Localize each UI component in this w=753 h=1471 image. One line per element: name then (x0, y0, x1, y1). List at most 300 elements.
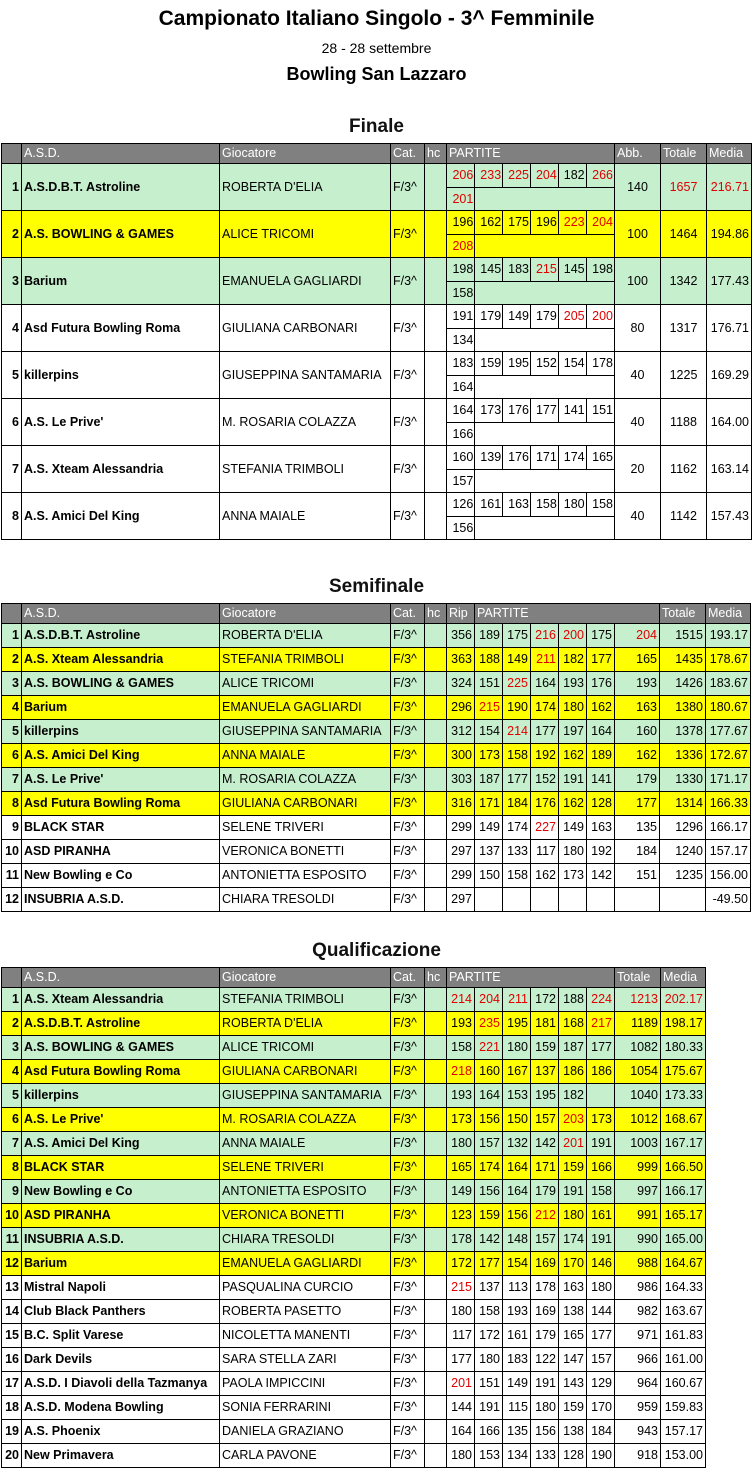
hc-cell (425, 446, 447, 493)
rip-cell: 324 (447, 672, 475, 696)
rank-cell: 5 (2, 352, 22, 399)
player-cell: ROBERTA PASETTO (220, 1300, 391, 1324)
rank-cell: 4 (2, 1060, 22, 1084)
col-cat: Cat. (391, 604, 425, 624)
game-score: 126 (447, 493, 475, 516)
game-score: 158 (475, 1300, 503, 1324)
hc-cell (425, 352, 447, 399)
game-score: 164 (447, 1420, 475, 1444)
table-row (2, 446, 752, 493)
semifinale-table (1, 603, 751, 912)
empty-cell (475, 281, 503, 304)
venue-name: Bowling San Lazzaro (286, 64, 467, 84)
game-score: 266 (592, 168, 613, 183)
game-score: 203 (559, 1108, 587, 1132)
player-cell: EMANUELA GAGLIARDI (220, 1252, 391, 1276)
club-cell: New Bowling e Co (22, 1180, 220, 1204)
game-score: 146 (587, 1252, 615, 1276)
game-score: 123 (447, 1204, 475, 1228)
club-cell: killerpins (22, 352, 220, 399)
game-score: 182 (558, 164, 586, 187)
empty-cell (503, 187, 531, 210)
game-score: 156 (503, 1204, 531, 1228)
game-score: 200 (559, 624, 587, 648)
game-score: 153 (503, 1084, 531, 1108)
game-score (475, 888, 503, 912)
empty-cell (475, 375, 503, 398)
col-asd: A.S.D. (22, 604, 220, 624)
player-cell: SARA STELLA ZARI (220, 1348, 391, 1372)
game-score: 172 (447, 1252, 475, 1276)
hc-cell (425, 1156, 447, 1180)
game-score: 214 (447, 988, 475, 1012)
game-score: 151 (592, 403, 613, 418)
game-score: 160 (475, 1060, 503, 1084)
game-score: 145 (558, 258, 586, 281)
rip-cell: 299 (447, 864, 475, 888)
hc-cell (425, 1084, 447, 1108)
game-score: 117 (447, 1324, 475, 1348)
player-cell: DANIELA GRAZIANO (220, 1420, 391, 1444)
rip-cell: 303 (447, 768, 475, 792)
game-score: 166 (447, 422, 475, 445)
empty-cell (586, 375, 614, 398)
game-score: 163 (587, 816, 615, 840)
game-score: 179 (615, 768, 660, 792)
rank-cell: 4 (2, 696, 22, 720)
game-score: 174 (503, 816, 531, 840)
player-cell: PAOLA IMPICCINI (220, 1372, 391, 1396)
game-score: 235 (475, 1012, 503, 1036)
game-score: 180 (558, 493, 586, 516)
game-score: 169 (531, 1300, 559, 1324)
table-row (2, 211, 752, 258)
empty-cell (530, 187, 558, 210)
game-score: 128 (587, 792, 615, 816)
game-score: 153 (475, 1444, 503, 1468)
game-score: 149 (559, 816, 587, 840)
player-cell: ROBERTA D'ELIA (220, 624, 391, 648)
rank-cell: 12 (2, 1252, 22, 1276)
rank-cell: 11 (2, 864, 22, 888)
table-row (2, 1324, 706, 1348)
rank-cell: 1 (2, 624, 22, 648)
abb-cell: 20 (615, 446, 661, 493)
media-cell: 157.43 (707, 493, 752, 540)
game-score: 193 (503, 1300, 531, 1324)
game-score: 216 (531, 624, 559, 648)
empty-cell (503, 328, 531, 351)
game-score: 165 (447, 1156, 475, 1180)
table-row (2, 720, 751, 744)
hc-cell (425, 1252, 447, 1276)
game-score: 191 (559, 1180, 587, 1204)
hc-cell (425, 864, 447, 888)
total-cell: 1342 (661, 258, 707, 305)
empty-cell (586, 469, 614, 492)
empty-cell (503, 469, 531, 492)
player-cell: ANTONIETTA ESPOSITO (220, 864, 391, 888)
category-cell: F/3^ (391, 258, 425, 305)
game-score (615, 888, 660, 912)
game-score: 156 (475, 1108, 503, 1132)
rank-cell: 20 (2, 1444, 22, 1468)
game-score: 223 (558, 211, 586, 234)
table-row (2, 624, 751, 648)
game-score: 217 (587, 1012, 615, 1036)
rip-cell: 296 (447, 696, 475, 720)
semifinale-title: Semifinale (328, 576, 425, 597)
col-asd: A.S.D. (22, 968, 220, 988)
game-score: 190 (503, 696, 531, 720)
media-cell: 176.71 (707, 305, 752, 352)
game-score: 166 (587, 1156, 615, 1180)
total-cell: 1435 (660, 648, 706, 672)
game-score: 178 (592, 356, 613, 371)
col-giocatore: Giocatore (220, 604, 391, 624)
hc-cell (425, 744, 447, 768)
empty-cell (475, 234, 503, 257)
games-cell (447, 352, 615, 399)
col-media: Media (661, 968, 706, 988)
game-score: 178 (531, 1276, 559, 1300)
game-score: 161 (503, 1324, 531, 1348)
game-score: 188 (475, 648, 503, 672)
player-cell: NICOLETTA MANENTI (220, 1324, 391, 1348)
game-score: 171 (530, 446, 558, 469)
table-row (2, 1132, 706, 1156)
category-cell: F/3^ (391, 1132, 425, 1156)
rank-cell: 1 (2, 988, 22, 1012)
total-cell: 959 (615, 1396, 661, 1420)
game-score: 215 (475, 696, 503, 720)
game-score: 164 (531, 672, 559, 696)
table-row (2, 1372, 706, 1396)
empty-cell (586, 234, 614, 257)
club-cell: A.S.D. Modena Bowling (22, 1396, 220, 1420)
rank-cell: 16 (2, 1348, 22, 1372)
game-score: 172 (531, 988, 559, 1012)
category-cell: F/3^ (391, 1420, 425, 1444)
media-cell: 180.67 (706, 696, 751, 720)
col-pos (2, 144, 22, 164)
hc-cell (425, 792, 447, 816)
game-score: 128 (559, 1444, 587, 1468)
game-score: 164 (503, 1156, 531, 1180)
col-pos (2, 604, 22, 624)
event-date: 28 - 28 settembre (321, 40, 432, 56)
empty-cell (558, 234, 586, 257)
game-score: 137 (531, 1060, 559, 1084)
table-row (2, 1444, 706, 1468)
game-score: 174 (531, 696, 559, 720)
total-cell: 1142 (661, 493, 707, 540)
table-row (2, 1276, 706, 1300)
club-cell: Dark Devils (22, 1348, 220, 1372)
rank-cell: 7 (2, 446, 22, 493)
game-score: 180 (531, 1396, 559, 1420)
game-score: 193 (615, 672, 660, 696)
total-cell: 971 (615, 1324, 661, 1348)
game-score: 145 (475, 258, 503, 281)
table-row (2, 493, 752, 540)
total-cell: 1378 (660, 720, 706, 744)
hc-cell (425, 672, 447, 696)
hc-cell (425, 1372, 447, 1396)
club-cell: A.S. BOWLING & GAMES (22, 211, 220, 258)
rip-cell: 297 (447, 840, 475, 864)
game-score (587, 888, 615, 912)
game-score: 158 (447, 281, 475, 304)
abb-cell: 140 (615, 164, 661, 211)
game-score: 149 (503, 648, 531, 672)
game-score: 150 (503, 1108, 531, 1132)
games-cell (447, 493, 615, 540)
media-cell: 194.86 (707, 211, 752, 258)
rank-cell: 12 (2, 888, 22, 912)
game-score: 176 (503, 399, 531, 422)
player-cell: ANNA MAIALE (220, 1132, 391, 1156)
table-row (2, 648, 751, 672)
game-score: 141 (587, 768, 615, 792)
media-cell: 153.00 (661, 1444, 706, 1468)
game-score: 180 (559, 840, 587, 864)
club-cell: Barium (22, 258, 220, 305)
category-cell: F/3^ (391, 1084, 425, 1108)
total-cell: 1515 (660, 624, 706, 648)
game-score: 176 (503, 446, 531, 469)
game-score: 176 (587, 672, 615, 696)
table-row (2, 399, 752, 446)
table-row (2, 1108, 706, 1132)
rip-cell: 312 (447, 720, 475, 744)
game-score: 134 (447, 328, 475, 351)
game-score: 182 (559, 1084, 587, 1108)
club-cell: A.S. Amici Del King (22, 744, 220, 768)
game-score: 204 (592, 215, 613, 230)
game-score: 158 (447, 1036, 475, 1060)
club-cell: Club Black Panthers (22, 1300, 220, 1324)
game-score: 187 (559, 1036, 587, 1060)
game-score: 191 (587, 1132, 615, 1156)
player-cell: STEFANIA TRIMBOLI (220, 648, 391, 672)
game-score: 149 (447, 1180, 475, 1204)
rank-cell: 10 (2, 1204, 22, 1228)
hc-cell (425, 1396, 447, 1420)
category-cell: F/3^ (391, 988, 425, 1012)
media-cell: 178.67 (706, 648, 751, 672)
category-cell: F/3^ (391, 305, 425, 352)
empty-cell (586, 187, 614, 210)
player-cell: M. ROSARIA COLAZZA (220, 399, 391, 446)
game-score: 189 (587, 744, 615, 768)
hc-cell (425, 211, 447, 258)
empty-cell (475, 328, 503, 351)
col-asd: A.S.D. (22, 144, 220, 164)
game-score: 151 (615, 864, 660, 888)
game-score: 161 (587, 1204, 615, 1228)
empty-cell (587, 1084, 615, 1108)
rank-cell: 3 (2, 258, 22, 305)
col-cat: Cat. (391, 144, 425, 164)
game-score: 170 (587, 1396, 615, 1420)
game-score: 158 (503, 744, 531, 768)
table-row (2, 840, 751, 864)
col-hc: hc (425, 144, 447, 164)
game-score: 159 (559, 1156, 587, 1180)
game-score: 215 (447, 1276, 475, 1300)
empty-cell (530, 234, 558, 257)
table-row (2, 768, 751, 792)
game-score (559, 888, 587, 912)
rank-cell: 11 (2, 1228, 22, 1252)
total-cell: 988 (615, 1252, 661, 1276)
player-cell: VERONICA BONETTI (220, 1204, 391, 1228)
table-row (2, 672, 751, 696)
game-score: 156 (447, 516, 475, 539)
game-score: 179 (475, 305, 503, 328)
game-score: 173 (475, 744, 503, 768)
hc-cell (425, 1180, 447, 1204)
empty-cell (530, 375, 558, 398)
empty-cell (475, 187, 503, 210)
total-cell: 1240 (660, 840, 706, 864)
game-score: 181 (531, 1012, 559, 1036)
game-score: 159 (559, 1396, 587, 1420)
game-score: 174 (559, 1228, 587, 1252)
player-cell: ANNA MAIALE (220, 493, 391, 540)
player-cell: CHIARA TRESOLDI (220, 888, 391, 912)
media-cell: 172.67 (706, 744, 751, 768)
total-cell: 1054 (615, 1060, 661, 1084)
player-cell: GIULIANA CARBONARI (220, 1060, 391, 1084)
col-abb: Abb. (615, 144, 661, 164)
category-cell: F/3^ (391, 744, 425, 768)
club-cell: Asd Futura Bowling Roma (22, 1060, 220, 1084)
table-row (2, 744, 751, 768)
game-score: 151 (475, 1372, 503, 1396)
total-cell: 1012 (615, 1108, 661, 1132)
total-cell: 1189 (615, 1012, 661, 1036)
table-row (2, 1012, 706, 1036)
category-cell: F/3^ (391, 720, 425, 744)
game-score: 122 (531, 1348, 559, 1372)
media-cell: 193.17 (706, 624, 751, 648)
club-cell: BLACK STAR (22, 1156, 220, 1180)
club-cell: A.S.D.B.T. Astroline (22, 164, 220, 211)
rank-cell: 13 (2, 1276, 22, 1300)
table-row (2, 352, 752, 399)
category-cell: F/3^ (391, 1108, 425, 1132)
game-score: 117 (531, 840, 559, 864)
game-score: 154 (475, 720, 503, 744)
rank-cell: 6 (2, 744, 22, 768)
game-score: 225 (503, 672, 531, 696)
total-cell: 990 (615, 1228, 661, 1252)
category-cell: F/3^ (391, 1036, 425, 1060)
rank-cell: 15 (2, 1324, 22, 1348)
game-score: 183 (503, 1348, 531, 1372)
game-score: 162 (587, 696, 615, 720)
game-score: 195 (503, 1012, 531, 1036)
game-score: 164 (475, 1084, 503, 1108)
game-score: 198 (592, 262, 613, 277)
player-cell: STEFANIA TRIMBOLI (220, 988, 391, 1012)
category-cell: F/3^ (391, 1228, 425, 1252)
media-cell: 157.17 (706, 840, 751, 864)
game-score: 157 (587, 1348, 615, 1372)
media-cell: 160.67 (661, 1372, 706, 1396)
game-score: 151 (475, 672, 503, 696)
games-cell (447, 164, 615, 211)
game-score: 192 (587, 840, 615, 864)
table-row (2, 1420, 706, 1444)
game-score: 200 (592, 309, 613, 324)
hc-cell (425, 720, 447, 744)
player-cell: GIUSEPPINA SANTAMARIA (220, 1084, 391, 1108)
empty-cell (558, 422, 586, 445)
game-score: 113 (503, 1276, 531, 1300)
category-cell: F/3^ (391, 672, 425, 696)
qualificazione-table (1, 967, 706, 1468)
hc-cell (425, 258, 447, 305)
rank-cell: 8 (2, 1156, 22, 1180)
rank-cell: 5 (2, 720, 22, 744)
col-totale: Totale (615, 968, 661, 988)
hc-cell (425, 1348, 447, 1372)
game-score: 178 (447, 1228, 475, 1252)
category-cell: F/3^ (391, 1204, 425, 1228)
game-score: 162 (559, 744, 587, 768)
empty-cell (558, 281, 586, 304)
club-cell: A.S. Le Prive' (22, 768, 220, 792)
game-score: 189 (475, 624, 503, 648)
game-score: 177 (587, 1036, 615, 1060)
table-row (2, 888, 751, 912)
hc-cell (425, 816, 447, 840)
games-cell (447, 305, 615, 352)
table-row (2, 305, 752, 352)
club-cell: B.C. Split Varese (22, 1324, 220, 1348)
hc-cell (425, 1108, 447, 1132)
total-cell: 1314 (660, 792, 706, 816)
club-cell: A.S. Amici Del King (22, 1132, 220, 1156)
hc-cell (425, 1036, 447, 1060)
game-score: 150 (475, 864, 503, 888)
game-score: 129 (587, 1372, 615, 1396)
category-cell: F/3^ (391, 446, 425, 493)
game-score: 179 (531, 1180, 559, 1204)
empty-cell (475, 516, 503, 539)
abb-cell: 40 (615, 352, 661, 399)
player-cell: ALICE TRICOMI (220, 672, 391, 696)
game-score: 186 (587, 1060, 615, 1084)
hc-cell (425, 1444, 447, 1468)
table-row (2, 1084, 706, 1108)
game-score: 180 (559, 1204, 587, 1228)
club-cell: A.S. Le Prive' (22, 1108, 220, 1132)
total-cell: 964 (615, 1372, 661, 1396)
game-score: 163 (559, 1276, 587, 1300)
rank-cell: 19 (2, 1420, 22, 1444)
hc-cell (425, 1132, 447, 1156)
category-cell: F/3^ (391, 1060, 425, 1084)
finale-title: Finale (349, 116, 404, 137)
total-cell: 918 (615, 1444, 661, 1468)
game-score: 158 (587, 1180, 615, 1204)
game-score: 156 (475, 1180, 503, 1204)
game-score: 135 (503, 1420, 531, 1444)
